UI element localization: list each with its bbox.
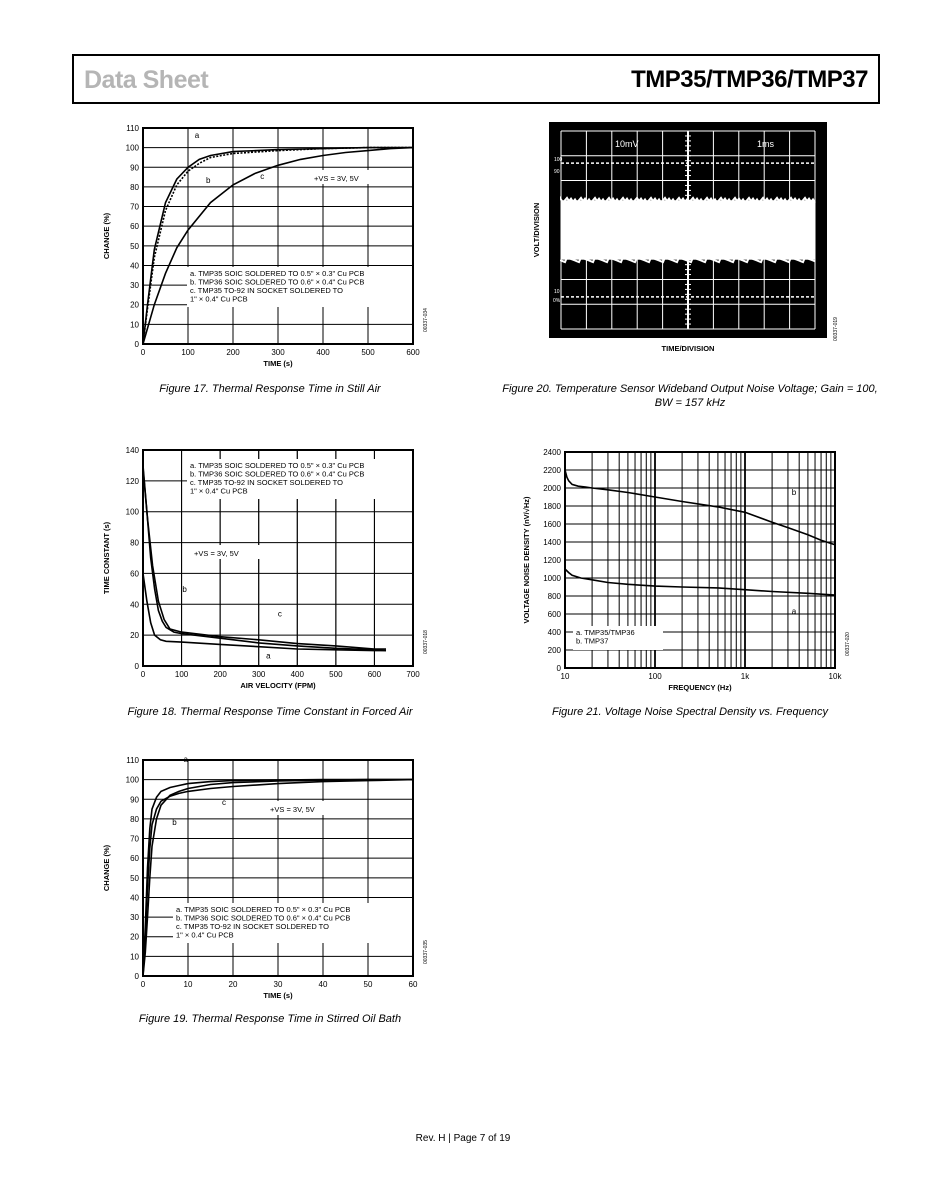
series-line-a [143, 573, 386, 650]
figure-code: 00337-035 [423, 940, 429, 964]
x-tick-label: 10 [560, 672, 570, 681]
x-tick-label: 400 [290, 670, 304, 679]
figure-17-caption: Figure 17. Thermal Response Time in Still Air [159, 383, 381, 395]
y-axis-label: VOLTAGE NOISE DENSITY (nV/√Hz) [522, 496, 531, 624]
y-tick-label: 20 [130, 300, 139, 310]
legend-entry: 1" × 0.4" Cu PCB [176, 930, 234, 940]
legend-entry: a. TMP35 SOIC SOLDERED TO 0.5" × 0.3" Cu PCB [190, 461, 365, 470]
series-callout-label: a [791, 607, 797, 616]
y-tick-label: 120 [125, 476, 139, 486]
series-callout-label: a [194, 130, 200, 140]
x-tick-label: 600 [406, 348, 420, 357]
figure-19-chart [95, 752, 440, 1007]
supply-conditions: +VS = 3V, 5V [194, 549, 239, 558]
x-tick-label: 0 [140, 348, 146, 357]
x-axis-label: TIME (s) [263, 991, 293, 1000]
x-tick-label: 700 [406, 670, 420, 679]
y-tick-label: 90 [130, 163, 139, 173]
y-tick-label: 140 [125, 446, 139, 455]
x-tick-label: 300 [252, 670, 266, 679]
x-tick-label: 100 [648, 672, 662, 681]
y-tick-label: 0 [134, 972, 139, 981]
figure-code: 00337-020 [845, 632, 851, 656]
x-tick-label: 500 [361, 348, 375, 357]
legend-entry: c. TMP35 TO-92 IN SOCKET SOLDERED TO [190, 286, 343, 295]
y-axis-label: CHANGE (%) [102, 212, 111, 260]
x-tick-label: 40 [318, 980, 328, 989]
y-tick-label: 1800 [543, 502, 561, 511]
y-tick-label: 0 [134, 662, 139, 671]
page-footer: Rev. H | Page 7 of 19 [415, 1133, 511, 1144]
page-header [72, 54, 880, 104]
series-callout-label: b [791, 488, 797, 498]
figure-19-caption: Figure 19. Thermal Response Time in Stirred Oil Bath [138, 1013, 402, 1025]
y-tick-label: 70 [130, 202, 139, 212]
series-callout-label: c [260, 172, 265, 182]
y-tick-label: 100 [125, 143, 139, 153]
scope-marker-0: 0% [553, 297, 561, 304]
y-tick-label: 40 [130, 261, 139, 271]
y-tick-label: 80 [130, 538, 139, 548]
x-axis-label: TIME/DIVISION [661, 344, 715, 353]
y-tick-label: 200 [547, 646, 561, 655]
legend-entry: c. TMP35 TO-92 IN SOCKET SOLDERED TO [190, 478, 343, 487]
x-tick-label: 0 [140, 670, 146, 679]
series-callout-label: b [206, 175, 211, 185]
y-tick-label: 90 [130, 795, 139, 805]
y-tick-label: 50 [130, 873, 139, 883]
x-tick-label: 400 [316, 348, 330, 357]
x-tick-label: 20 [228, 980, 238, 989]
noise-trace-band [561, 200, 815, 259]
y-tick-label: 60 [130, 222, 139, 232]
y-tick-label: 2000 [543, 484, 561, 493]
figure-code: 00337-018 [423, 630, 429, 654]
legend-entry: b. TMP37 [576, 636, 609, 646]
series-callout-label: c [222, 798, 226, 808]
y-tick-label: 1600 [543, 520, 561, 529]
legend-entry: b. TMP36 SOIC SOLDERED TO 0.6" × 0.4" Cu PCB [176, 913, 351, 923]
x-tick-label: 100 [181, 348, 195, 357]
header-doc-type: Data Sheet [84, 66, 209, 94]
y-tick-label: 1200 [543, 556, 561, 565]
scope-marker-100: 100 [554, 157, 563, 164]
y-tick-label: 40 [130, 600, 139, 610]
series-callout-label: a [183, 754, 188, 764]
x-tick-label: 200 [226, 348, 240, 357]
y-tick-label: 80 [130, 814, 139, 824]
series-callout-label: b [172, 817, 177, 827]
x-axis-label: AIR VELOCITY (FPM) [240, 681, 316, 690]
figure-21-caption: Figure 21. Voltage Noise Spectral Density vs. Frequency [552, 706, 828, 718]
y-tick-label: 10 [130, 952, 139, 962]
x-axis-label: TIME (s) [263, 359, 293, 368]
figure-code: 00337-034 [423, 308, 429, 332]
y-tick-label: 60 [130, 569, 139, 579]
legend-entry: 1" × 0.4" Cu PCB [190, 294, 248, 304]
scope-marker-90: 90 [554, 169, 560, 176]
y-tick-label: 0 [556, 664, 561, 673]
y-tick-label: 40 [130, 893, 139, 903]
x-axis-label: FREQUENCY (Hz) [668, 683, 732, 692]
series-line-b [565, 470, 835, 545]
figure-20-caption: Figure 20. Temperature Sensor Wideband Output Noise Voltage; Gain = 100, BW = 157 kHz [502, 383, 878, 409]
scope-time-label: 1ms [757, 139, 775, 149]
figure-20-scope [525, 118, 845, 368]
supply-conditions: +VS = 3V, 5V [314, 174, 359, 183]
y-tick-label: 20 [130, 932, 139, 942]
figure-18-caption: Figure 18. Thermal Response Time Constant in Forced Air [127, 706, 413, 718]
y-tick-label: 10 [130, 320, 139, 330]
series-line-a [565, 569, 835, 595]
y-tick-label: 400 [547, 628, 561, 637]
y-tick-label: 0 [134, 340, 139, 349]
legend-entry: b. TMP36 SOIC SOLDERED TO 0.6" × 0.4" Cu PCB [190, 277, 365, 287]
x-tick-label: 200 [213, 670, 227, 679]
x-tick-label: 10k [828, 672, 842, 681]
legend-entry: c. TMP35 TO-92 IN SOCKET SOLDERED TO [176, 922, 329, 931]
y-tick-label: 2200 [543, 466, 561, 475]
x-tick-label: 100 [174, 670, 189, 679]
y-tick-label: 800 [547, 592, 561, 601]
figure-17-chart [95, 120, 440, 375]
supply-conditions: +VS = 3V, 5V [270, 805, 315, 814]
figure-18-chart [95, 442, 440, 697]
y-tick-label: 1000 [543, 574, 561, 583]
y-tick-label: 100 [125, 775, 139, 785]
x-tick-label: 60 [408, 980, 418, 989]
x-tick-label: 50 [363, 980, 373, 989]
x-tick-label: 30 [273, 980, 283, 989]
figure-21-chart [515, 442, 850, 697]
series-callout-label: b [182, 584, 187, 594]
x-tick-label: 600 [367, 670, 382, 679]
y-tick-label: 70 [130, 834, 139, 844]
y-tick-label: 30 [130, 913, 139, 923]
y-axis-label: CHANGE (%) [102, 844, 111, 892]
y-tick-label: 110 [126, 756, 139, 765]
y-tick-label: 100 [125, 507, 139, 517]
y-tick-label: 30 [130, 281, 139, 291]
series-callout-label: a [266, 651, 271, 661]
x-tick-label: 10 [183, 980, 193, 989]
y-tick-label: 60 [130, 854, 139, 864]
y-tick-label: 2400 [543, 448, 561, 457]
y-tick-label: 50 [130, 241, 139, 251]
scope-marker-10: 10 [554, 288, 560, 295]
header-part-numbers: TMP35/TMP36/TMP37 [631, 66, 868, 93]
y-axis-label: VOLT/DIVISION [532, 202, 541, 258]
y-tick-label: 110 [126, 124, 139, 133]
x-tick-label: 1k [740, 672, 750, 681]
legend-entry: b. TMP36 SOIC SOLDERED TO 0.6" × 0.4" Cu PCB [190, 469, 365, 479]
x-tick-label: 300 [271, 348, 285, 357]
y-tick-label: 80 [130, 182, 139, 192]
legend-entry: a. TMP35/TMP36 [576, 628, 635, 637]
x-tick-label: 500 [329, 670, 343, 679]
y-tick-label: 1400 [543, 538, 561, 547]
y-tick-label: 20 [130, 631, 139, 641]
x-tick-label: 0 [140, 980, 146, 989]
y-axis-label: TIME CONSTANT (s) [102, 521, 111, 595]
legend-entry: 1" × 0.4" Cu PCB [190, 486, 248, 496]
y-tick-label: 600 [547, 610, 561, 619]
legend-entry: a. TMP35 SOIC SOLDERED TO 0.5" × 0.3" Cu PCB [190, 269, 365, 278]
scope-volt-label: 10mV [615, 139, 639, 149]
figure-code: 00337-019 [833, 317, 839, 341]
legend-entry: a. TMP35 SOIC SOLDERED TO 0.5" × 0.3" Cu PCB [176, 905, 351, 914]
series-callout-label: c [277, 609, 282, 619]
